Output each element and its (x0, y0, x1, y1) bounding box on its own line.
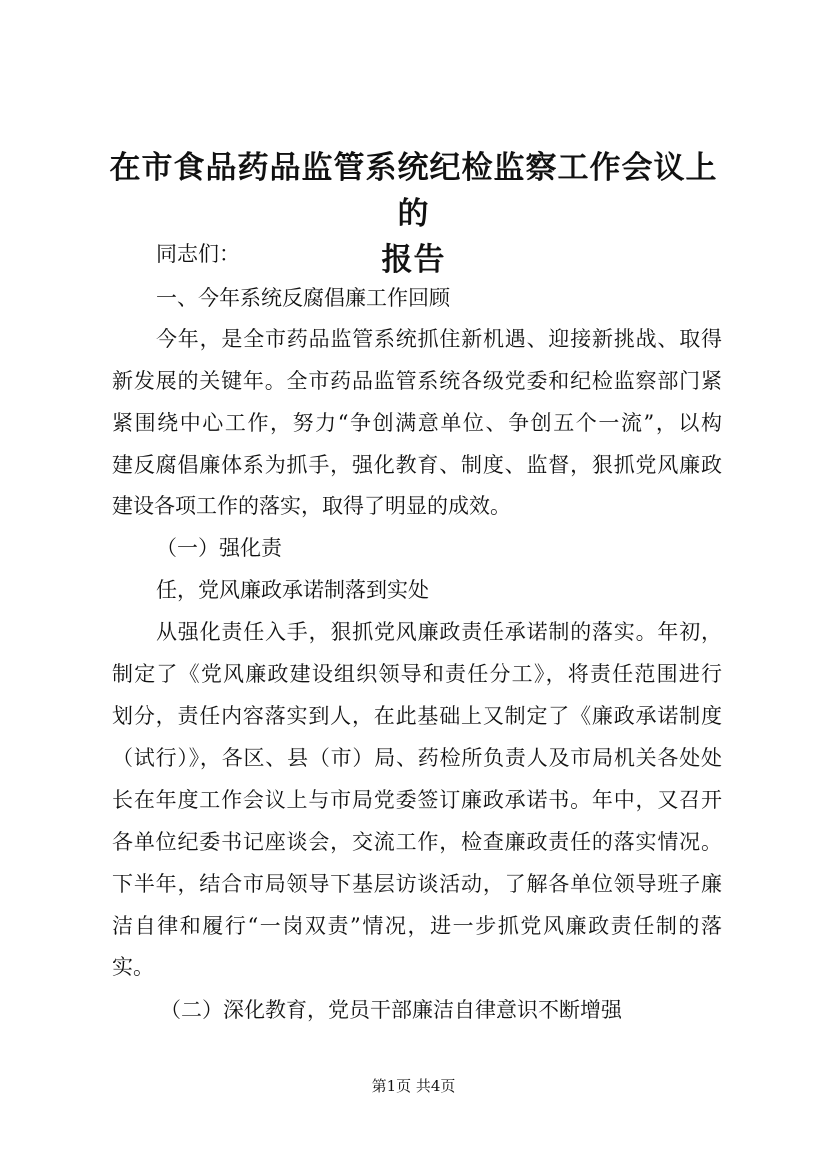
paragraph-line: 今年，是全市药品监管系统抓住新机遇、迎接新挑战、取得 (156, 327, 722, 351)
paragraph-line: 紧围绕中心工作，努力“争创满意单位、争创五个一流”，以构 (112, 411, 722, 435)
title-line-2: 报告 (381, 242, 446, 278)
subsection-heading-1a: （一）强化责 (156, 536, 282, 560)
paragraph-line: 制定了《党风廉政建设组织领导和责任分工》，将责任范围进行 (112, 662, 722, 686)
greeting-line: 同志们： (156, 242, 240, 266)
section-heading-1: 一、今年系统反腐倡廉工作回顾 (156, 286, 450, 310)
paragraph-line: 从强化责任入手，狠抓党风廉政责任承诺制的落实。年初， (156, 620, 722, 644)
paragraph-line: 洁自律和履行“一岗双责”情况，进一步抓党风廉政责任制的落 (112, 914, 722, 938)
paragraph-line: 划分，责任内容落实到人，在此基础上又制定了《廉政承诺制度 (112, 704, 722, 728)
paragraph-line: 下半年，结合市局领导下基层访谈活动，了解各单位领导班子廉 (112, 872, 722, 896)
paragraph-line: 长在年度工作会议上与市局党委签订廉政承诺书。年中，又召开 (112, 788, 722, 812)
paragraph-line: （试行）》，各区、县（市）局、药检所负责人及市局机关各处处 (112, 746, 722, 770)
title-line-1: 在市食品药品监管系统纪检监察工作会议上的 (109, 150, 718, 232)
paragraph-line: 建反腐倡廉体系为抓手，强化教育、制度、监督，狠抓党风廉政 (112, 453, 722, 477)
paragraph-line: 建设各项工作的落实，取得了明显的成效。 (112, 494, 511, 518)
paragraph-line: 新发展的关键年。全市药品监管系统各级党委和纪检监察部门紧 (112, 369, 722, 393)
paragraph-line: 实。 (112, 955, 154, 979)
subsection-heading-1b: 任，党风廉政承诺制落到实处 (156, 578, 429, 602)
paragraph-line: 各单位纪委书记座谈会，交流工作，检查廉政责任的落实情况。 (112, 830, 722, 854)
subsection-heading-2: （二）深化教育，党员干部廉洁自律意识不断增强 (160, 998, 622, 1022)
page-footer: 第1页 共4页 (371, 1077, 456, 1095)
